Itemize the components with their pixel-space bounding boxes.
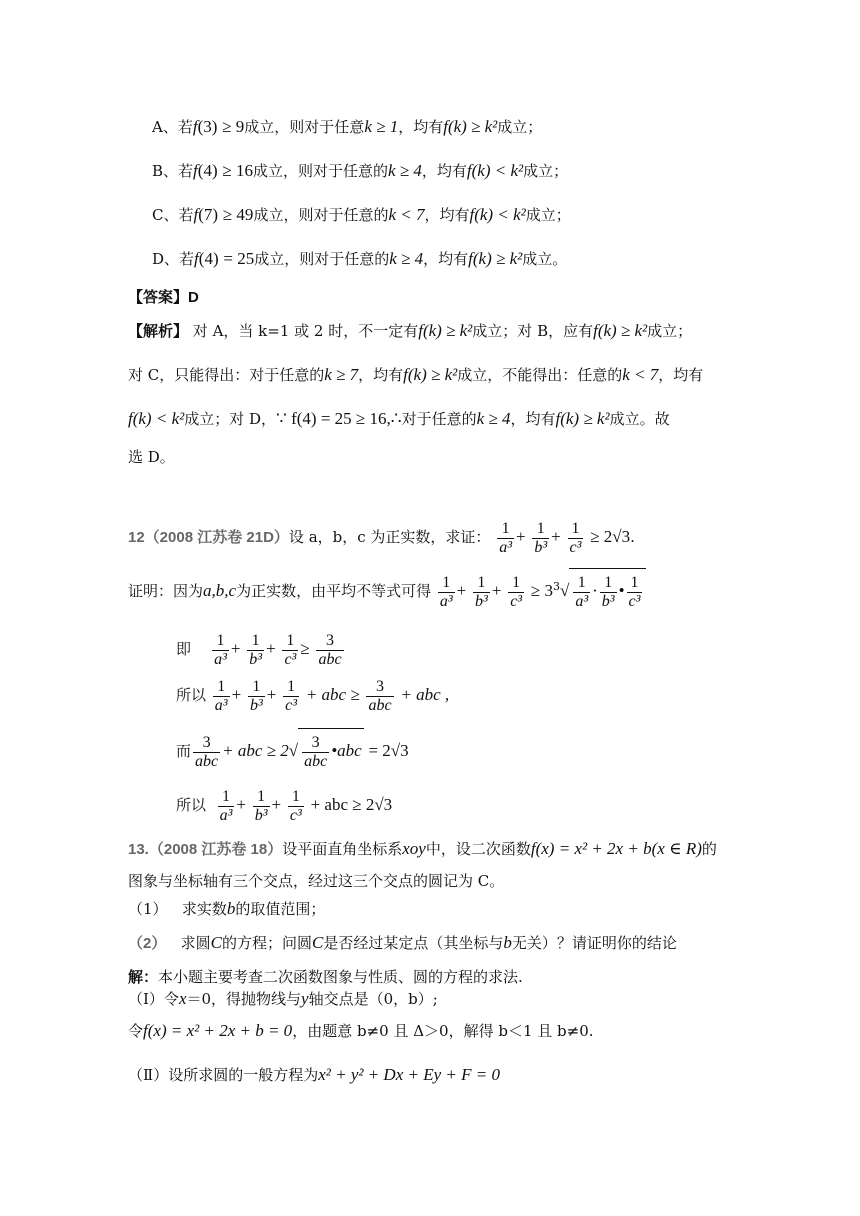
q13-solution-step-1: （Ⅰ）令x＝0，得抛物线与y轴交点是（0，b）; — [128, 989, 438, 1008]
frac-1-c3: $\frac{1}{\text{c³}}$ — [569, 519, 582, 556]
q12-statement: 12（2008 江苏卷 21D）设 a，b，c 为正实数，求证： $\frac{1}{\text{a³}}$ + $\frac{1}{\text{b³}}$ + $\frac{1}{\text{c³}}$ ≥ 2√3. — [128, 519, 635, 556]
q12-step-er: 而 $\frac{3}{\text{abc}}$ + abc ≥ 2√ $\frac{3}{\text{abc}}$ •abc = 2√3 — [176, 728, 409, 772]
q13-statement-2: 图象与坐标轴有三个交点，经过这三个交点的圆记为 C。 — [128, 872, 505, 890]
q13-solution-step-3: （Ⅱ）设所求圆的一般方程为x² + y² + Dx + Ey + F = 0 — [128, 1065, 500, 1084]
frac-1-b3: $\frac{1}{\text{b³}}$ — [534, 519, 548, 556]
q13-solution-intro: 解：本小题主要考查二次函数图象与性质、圆的方程的求法. — [128, 968, 523, 986]
q13-solution-step-2: 令f(x) = x² + 2x + b = 0，由题意 b≠0 且 Δ＞0，解得 b＜1 且 b≠0. — [128, 1021, 594, 1040]
option-c: C、若f(7) ≥ 49成立，则对于任意的k < 7，均有f(k) < k²成立； — [152, 205, 571, 224]
q13-part-2: （2） 求圆C的方程；问圆C是否经过某定点（其坐标与b无关）？请证明你的结论 — [128, 933, 677, 952]
q13-part-1: （1） 求实数b的取值范围； — [128, 899, 326, 918]
q12-step-ji: 即 $\frac{1}{\text{a³}}$ + $\frac{1}{\text{b³}}$ + $\frac{1}{\text{c³}}$ ≥ $\frac{3}{\text{abc}}$ — [176, 631, 342, 668]
q12-step-final: 所以 $\frac{1}{\text{a³}}$ + $\frac{1}{\text{b³}}$ + $\frac{1}{\text{c³}}$ + abc ≥ 2√3 — [176, 787, 393, 824]
q13-statement-1: 13.（2008 江苏卷 18）设平面直角坐标系xoy中，设二次函数f(x) = x² + 2x + b(x ∈ R)的 — [128, 839, 717, 858]
q12-step-suoyi: 所以 $\frac{1}{\text{a³}}$ + $\frac{1}{\text{b³}}$ + $\frac{1}{\text{c³}}$ + abc ≥ $\frac{3}{\text{abc}}$ + abc , — [176, 677, 450, 714]
analysis-line-1: 【解析】 对 A，当 k=1 或 2 时，不一定有f(k) ≥ k²成立；对 B，应有f(k) ≥ k²成立； — [128, 321, 693, 340]
frac-1-a3: $\frac{1}{\text{a³}}$ — [499, 519, 512, 556]
analysis-line-4: 选 D。 — [128, 448, 175, 466]
option-b: B、若f(4) ≥ 16成立，则对于任意的k ≥ 4，均有f(k) < k²成立； — [152, 161, 569, 180]
option-d: D、若f(4) = 25成立，则对于任意的k ≥ 4，均有f(k) ≥ k²成立。 — [152, 249, 568, 268]
option-a: A、若f(3) ≥ 9成立，则对于任意k ≥ 1，均有f(k) ≥ k²成立； — [152, 117, 543, 136]
analysis-line-3: f(k) < k²成立；对 D，∵ f(4) = 25 ≥ 16,∴对于任意的k ≥ 4，均有f(k) ≥ k²成立。故 — [128, 409, 670, 428]
q12-proof-line: 证明：因为a,b,c为正实数，由平均不等式可得 $\frac{1}{\text{a³}}$ + $\frac{1}{\text{b³}}$ + $\frac{1}{\text{c³}}$ ≥ $3^3√$ $\frac{1}{\text{a³}}$ · $\frac{1}{\text{b³}}$ • $\frac{1}{\text{c³}}$ — [128, 566, 646, 612]
analysis-line-2: 对 C，只能得出：对于任意的k ≥ 7，均有f(k) ≥ k²成立，不能得出：任意的k < 7，均有 — [128, 365, 704, 384]
answer-line: 【答案】D — [128, 288, 199, 306]
